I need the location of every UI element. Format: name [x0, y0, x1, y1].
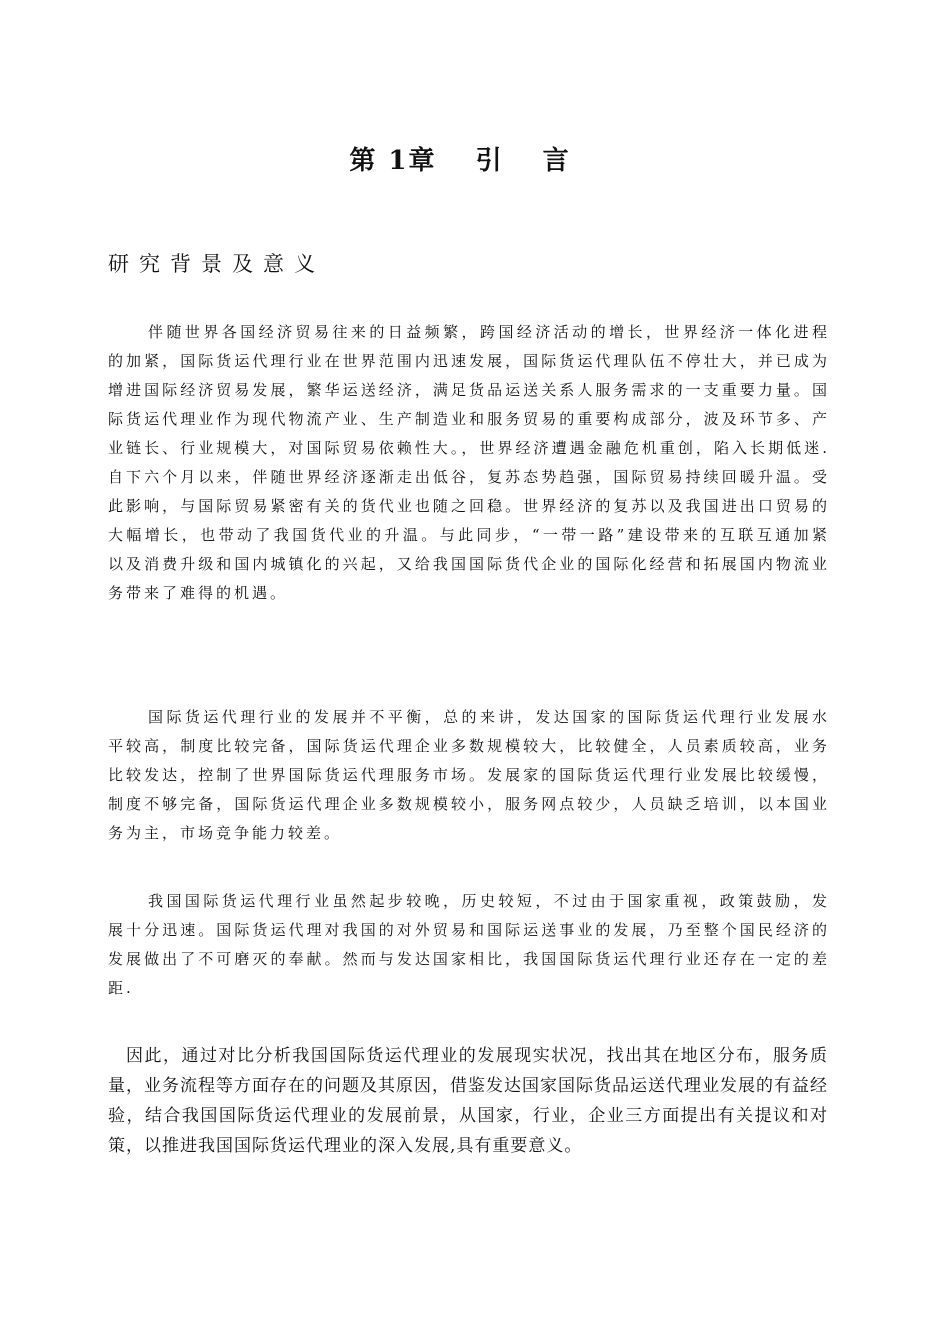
paragraph-1: 伴随世界各国经济贸易往来的日益频繁，跨国经济活动的增长，世界经济一体化进程的加紧，国际货运代理行业在世界范围内迅速发展，国际货运代理队伍不停壮大，并已成为增进国际经济贸易发展，繁华运送经济，满足货品运送关系人服务需求的一支重要力量。国际货运代理业作为现代物流产业、生产制造业和服务贸易的重要构成部分，波及环节多、产业链长、行业规模大，对国际贸易依赖性大。，世界经济遭遇金融危机重创，陷入长期低迷. 自下六个月以来，伴随世界经济逐渐走出低谷，复苏态势趋强，国际贸易持续回暖升温。受此影响，与国际贸易紧密有关的货代业也随之回稳。世界经济的复苏以及我国进出口贸易的大幅增长，也带动了我国货代业的升温。与此同步，“一带一路”建设带来的互联互通加紧以及消费升级和国内城镇化的兴起，又给我国国际货代企业的国际化经营和拓展国内物流业务带来了难得的机遇。 — [108, 323, 830, 602]
paragraph-4: 因此，通过对比分析我国国际货运代理业的发展现实状况，找出其在地区分布，服务质量，业务流程等方面存在的问题及其原因，借鉴发达国家国际货品运送代理业发展的有益经验，结合我国国际货运代理业的发展前景，从国家，行业，企业三方面提出有关提议和对策，以推进我国国际货运代理业的深入发展,具有重要意义。 — [108, 1046, 828, 1156]
chapter-title: 第 1章 引 言 — [349, 146, 571, 176]
paragraph-2: 国际货运代理行业的发展并不平衡，总的来讲，发达国家的国际货运代理行业发展水平较高，制度比较完备，国际货运代理企业多数规模较大，比较健全，人员素质较高，业务比较发达，控制了世界国际货运代理服务市场。发展家的国际货运代理行业发展比较缓慢，制度不够完备，国际货运代理企业多数规模较小，服务网点较少，人员缺乏培训，以本国业务为主，市场竞争能力较差。 — [108, 708, 830, 842]
section-heading: 研究背景及意义 — [108, 252, 325, 276]
paragraph-3: 我国国际货运代理行业虽然起步较晚，历史较短，不过由于国家重视，政策鼓励，发展十分迅速。国际货运代理对我国的对外贸易和国际运送事业的发展，乃至整个国民经济的发展做出了不可磨灭的奉献。然而与发达国家相比，我国国际货运代理行业还存在一定的差距. — [108, 892, 830, 997]
